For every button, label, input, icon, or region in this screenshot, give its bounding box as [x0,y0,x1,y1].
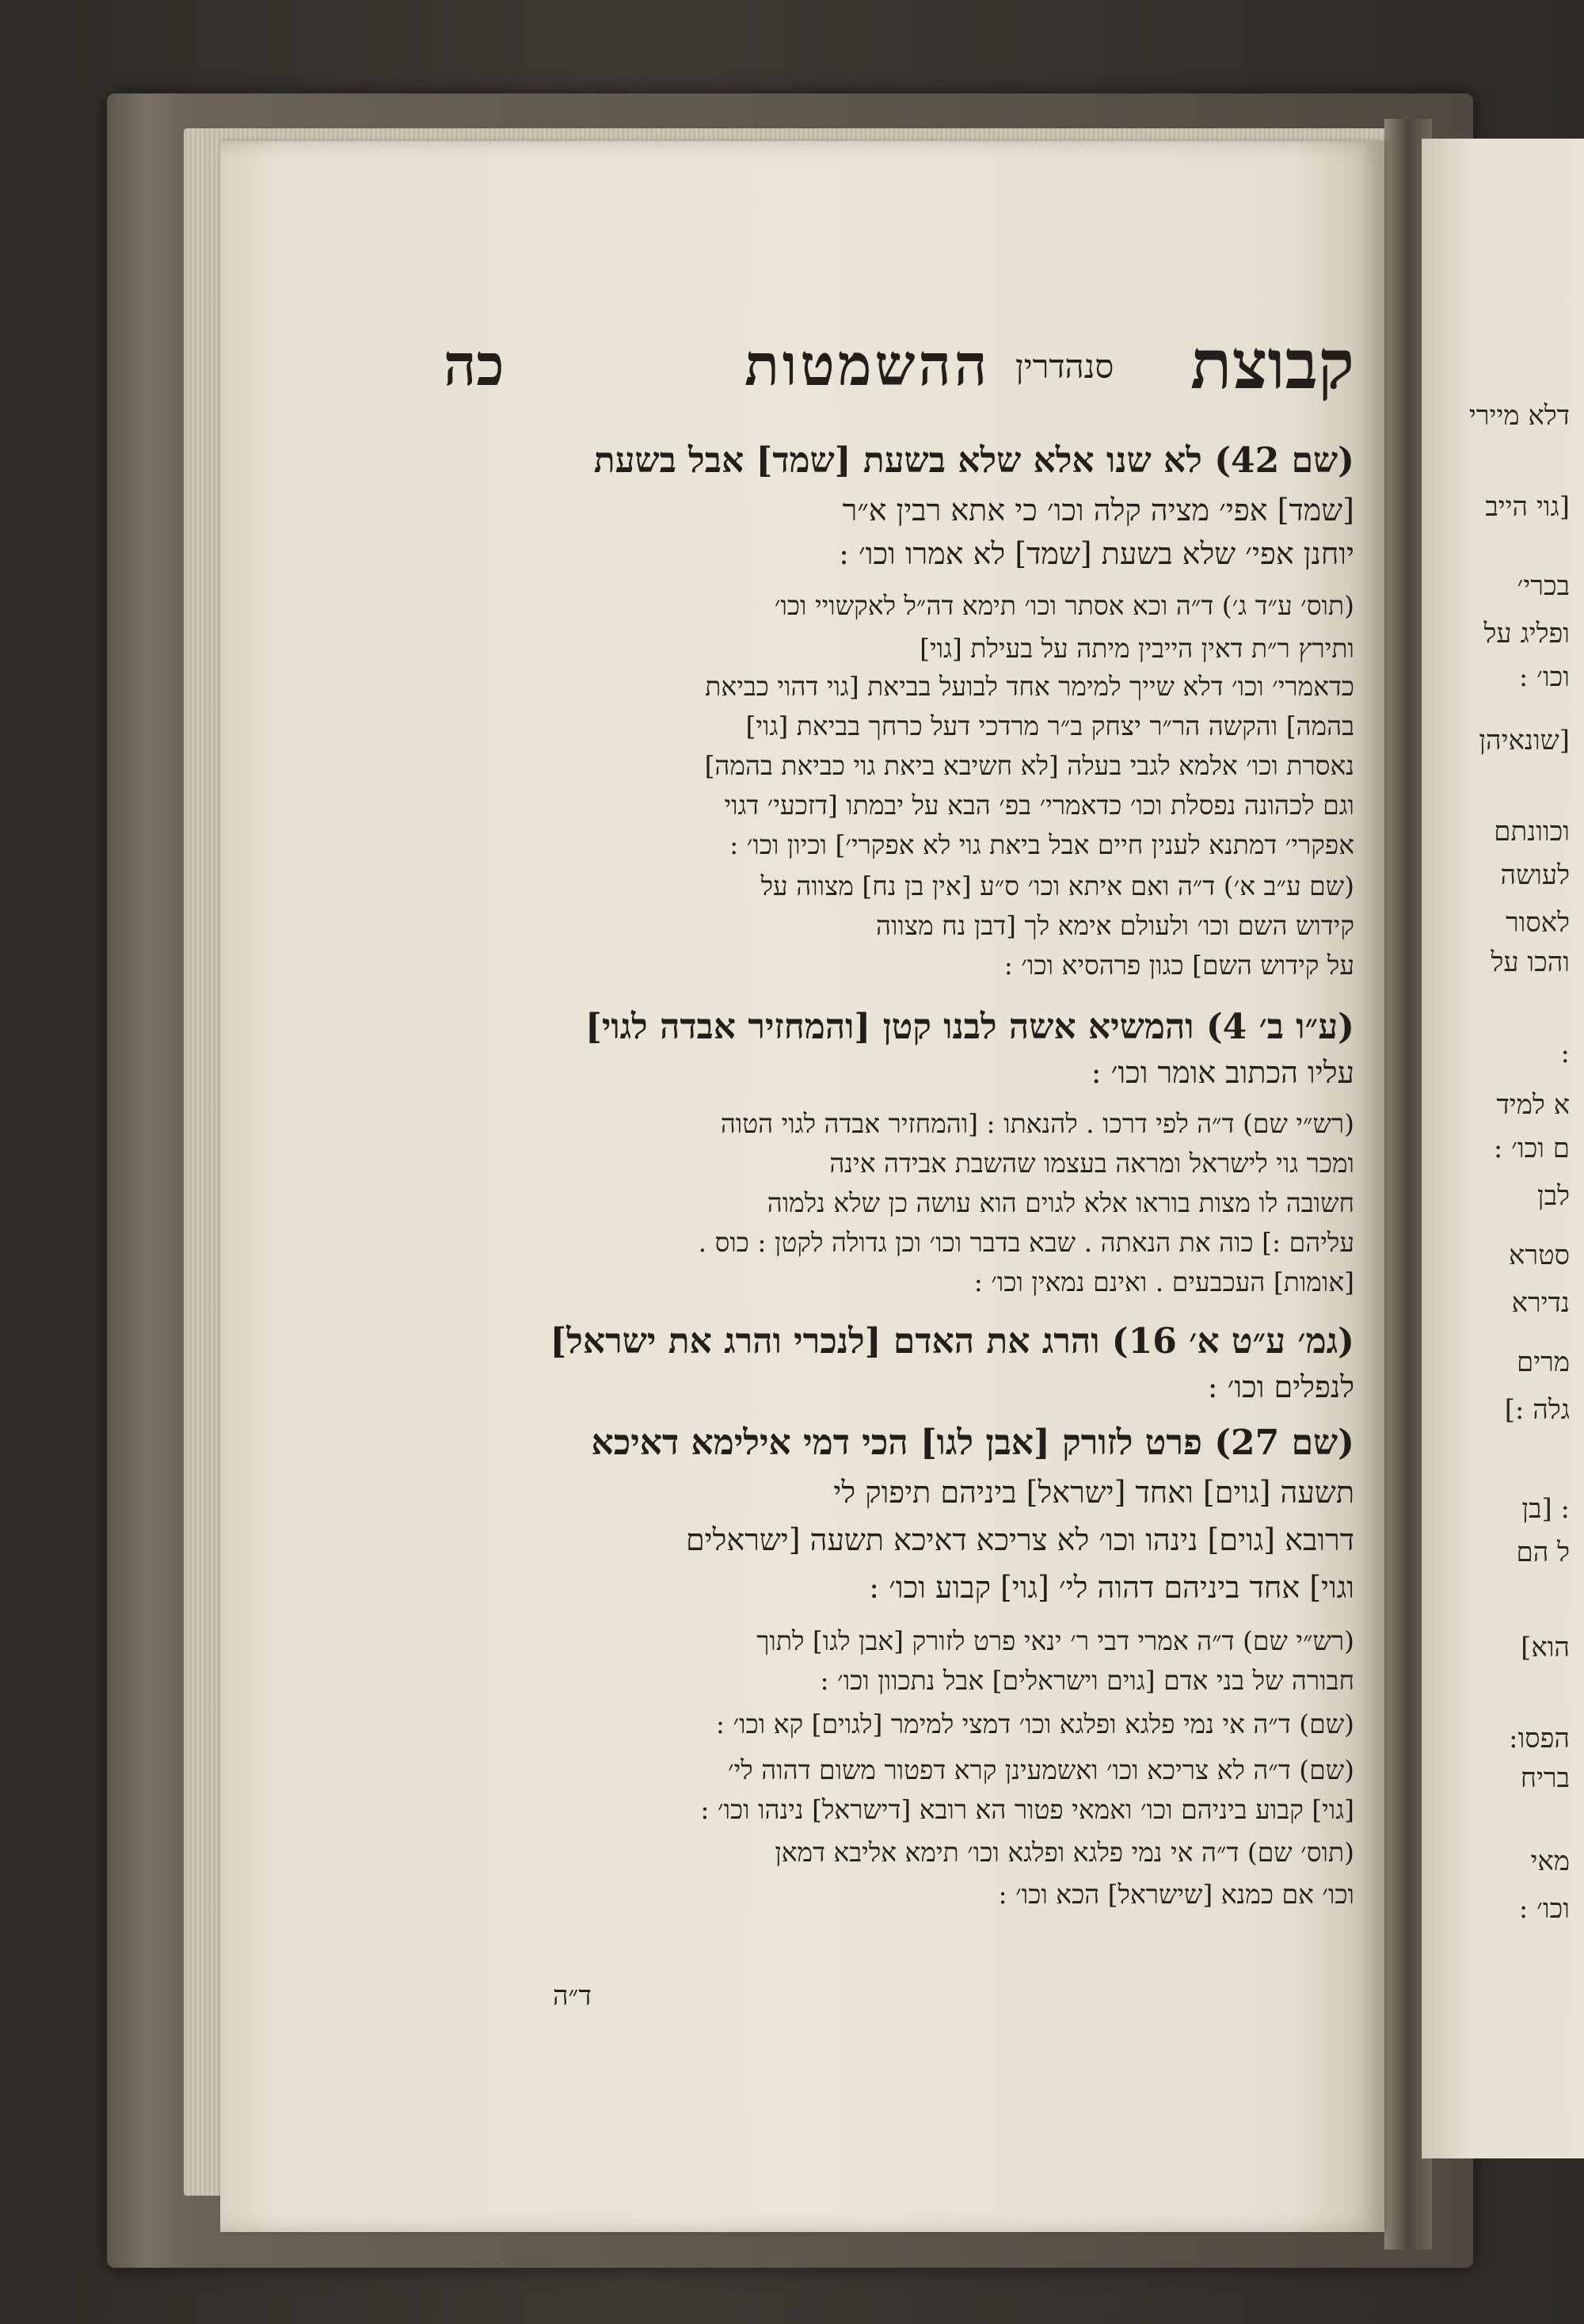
facing-page-line: נדירא [1511,1287,1570,1319]
text-line: (שם 42) לא שנו אלא שלא בשעת [שמד] אבל בשעת [593,440,1354,481]
text-line: חשובה לו מצות בוראו אלא לגוים הוא עושה כן שלא נלמוה [767,1187,1354,1218]
facing-page-line: ופליג על [1483,618,1570,650]
facing-page-line: ם וכו׳ : [1493,1133,1570,1164]
facing-page-line: סטרא [1509,1240,1570,1271]
text-line: קידוש השם וכו׳ ולעולם אימא לך [דבן נח מצווה [875,910,1354,941]
collection-name: קבוצת [1190,325,1354,405]
text-line: כדאמרי׳ וכו׳ דלא שייך למימר אחד לבועל בביאת [גוי דהוי כביאת [705,671,1354,702]
facing-page-line: הפסו: [1509,1723,1570,1754]
text-line: עליהם :] כוה את הנאתה . שבא בדבר וכו׳ וכן גדולה לקטן : כוס . [698,1227,1354,1258]
facing-page-line: לעושה [1500,859,1570,891]
text-line: [אומות] העכבעים . ואינם נמאין וכו׳ : [973,1267,1354,1297]
page-header [444,325,1354,412]
text-line: ותירץ ר״ת דאין הייבין מיתה על בעילת [גוי] [920,633,1354,664]
facing-page-line: גלה :] [1504,1394,1570,1426]
text-line: נאסרת וכו׳ אלמא לגבי בעלה [לא חשיבא ביאת גוי כביאת בהמה] [704,750,1354,781]
facing-page-line: ל הם [1516,1537,1570,1568]
text-line: (שם) ד״ה לא צריכא וכו׳ ואשמעינן קרא דפטור משום דהוה לי׳ [728,1754,1354,1785]
page-content [444,325,1354,2036]
text-line: (רש״י שם) ד״ה אמרי דבי ר׳ ינאי פרט לזורק [אבן לגו] לתוך [756,1625,1354,1656]
facing-page-line: מרים [1517,1347,1570,1378]
text-line: וגוי] אחד ביניהם דהוה לי׳ [גוי] קבוע וכו׳ : [869,1570,1354,1605]
tractate-name: סנהדרין [1015,347,1114,386]
text-line: (רש״י שם) ד״ה לפי דרכו . להנאתו : [והמחזיר אבדה לגוי הטוה [720,1108,1354,1139]
text-line: דרובא [גוים] נינהו וכו׳ לא צריכא דאיכא תשעה [ישראלים [685,1522,1354,1557]
text-line: תשעה [גוים] ואחד [ישראל] ביניהם תיפוק לי [833,1475,1354,1510]
facing-page-line: הוא] [1521,1632,1570,1663]
text-line: אפקרי׳ דמתנא לענין חיים אבל ביאת גוי לא אפקרי׳] וכיון וכו׳ : [729,829,1354,860]
text-line: יוחנן אפי׳ שלא בשעת [שמד] לא אמרו וכו׳ : [839,536,1354,571]
facing-page-line: [שונאיהן [1479,725,1570,756]
facing-page-line: דלא מיירי [1468,400,1570,432]
text-line: (שם) ד״ה אי נמי פלגא ופלגא וכו׳ דמצי למימר [לגוים] קא וכו׳ : [715,1709,1354,1739]
text-line: (גמ׳ ע״ט א׳ 16) והרג את האדם [לנכרי והרג את ישראל] [550,1321,1354,1362]
facing-page-line: א למיד [1496,1089,1570,1121]
text-line: (תוס׳ שם) ד״ה אי נמי פלגא ופלגא וכו׳ תימא אליבא דמאן [775,1837,1354,1868]
text-line: ומכר גוי לישראל ומראה בעצמו שהשבת אבידה אינה [829,1148,1354,1179]
facing-page-line: וכוונתם [1494,816,1570,848]
facing-page-line: לבן [1537,1180,1570,1212]
facing-page-line: [גוי הייב [1485,491,1570,523]
running-title: ההשמטות [744,331,991,398]
text-line: וכו׳ אם כמנא [שישראל] הכא וכו׳ : [998,1879,1354,1910]
facing-page-line: בכרי׳ [1517,570,1570,602]
text-line: וגם לכהונה נפסלת וכו׳ כדאמרי׳ בפ׳ הבא על יבמתו [דזכעי׳ דגוי [724,790,1354,821]
text-line: (ע״ו ב׳ 4) והמשיא אשה לבנו קטן [והמחזיר אבדה לגוי] [585,1007,1354,1047]
catchword: ד״ה [553,1980,592,2012]
facing-page-line: והכו על [1491,947,1570,978]
facing-page-line: מאי [1530,1846,1570,1877]
text-line: חבורה של בני אדם [גוים וישראלים] אבל נתכוון וכו׳ : [820,1665,1354,1696]
facing-page-line: בריח [1520,1762,1570,1794]
facing-page-line: : [1560,1038,1570,1069]
facing-page-line: לאסור [1505,907,1570,939]
text-line: [גוי] קבוע ביניהם וכו׳ ואמאי פטור הא רובא [דישראל] נינהו וכו׳ : [700,1794,1354,1825]
facing-page-line: וכו׳ : [1518,1893,1570,1925]
text-line: (שם 27) פרט לזורק [אבן לגו] הכי דמי אילימא דאיכא [591,1423,1354,1463]
page-number: כה [444,331,505,398]
facing-page-line: : [בן [1521,1493,1570,1525]
facing-page-fragment [1422,139,1584,2158]
facing-page-line: וכו׳ : [1518,661,1570,693]
text-line: על קידוש השם] כגון פרהסיא וכו׳ : [1003,950,1354,981]
text-line: בהמה] והקשה הר״ר יצחק ב״ר מרדכי דעל כרחך בביאת [גוי] [745,711,1354,741]
text-line: (תוס׳ ע״ד ג׳) ד״ה וכא אסתר וכו׳ תימא דה״ל לאקשויי וכו׳ [774,590,1354,621]
text-line: לנפלים וכו׳ : [1207,1370,1354,1404]
text-line: [שמד] אפי׳ מציה קלה וכו׳ כי אתא רבין א״ר [842,493,1354,528]
text-line: עליו הכתוב אומר וכו׳ : [1091,1055,1354,1090]
text-line: (שם ע״ב א׳) ד״ה ואם איתא וכו׳ ס״ע [אין בן נח] מצווה על [760,871,1354,901]
